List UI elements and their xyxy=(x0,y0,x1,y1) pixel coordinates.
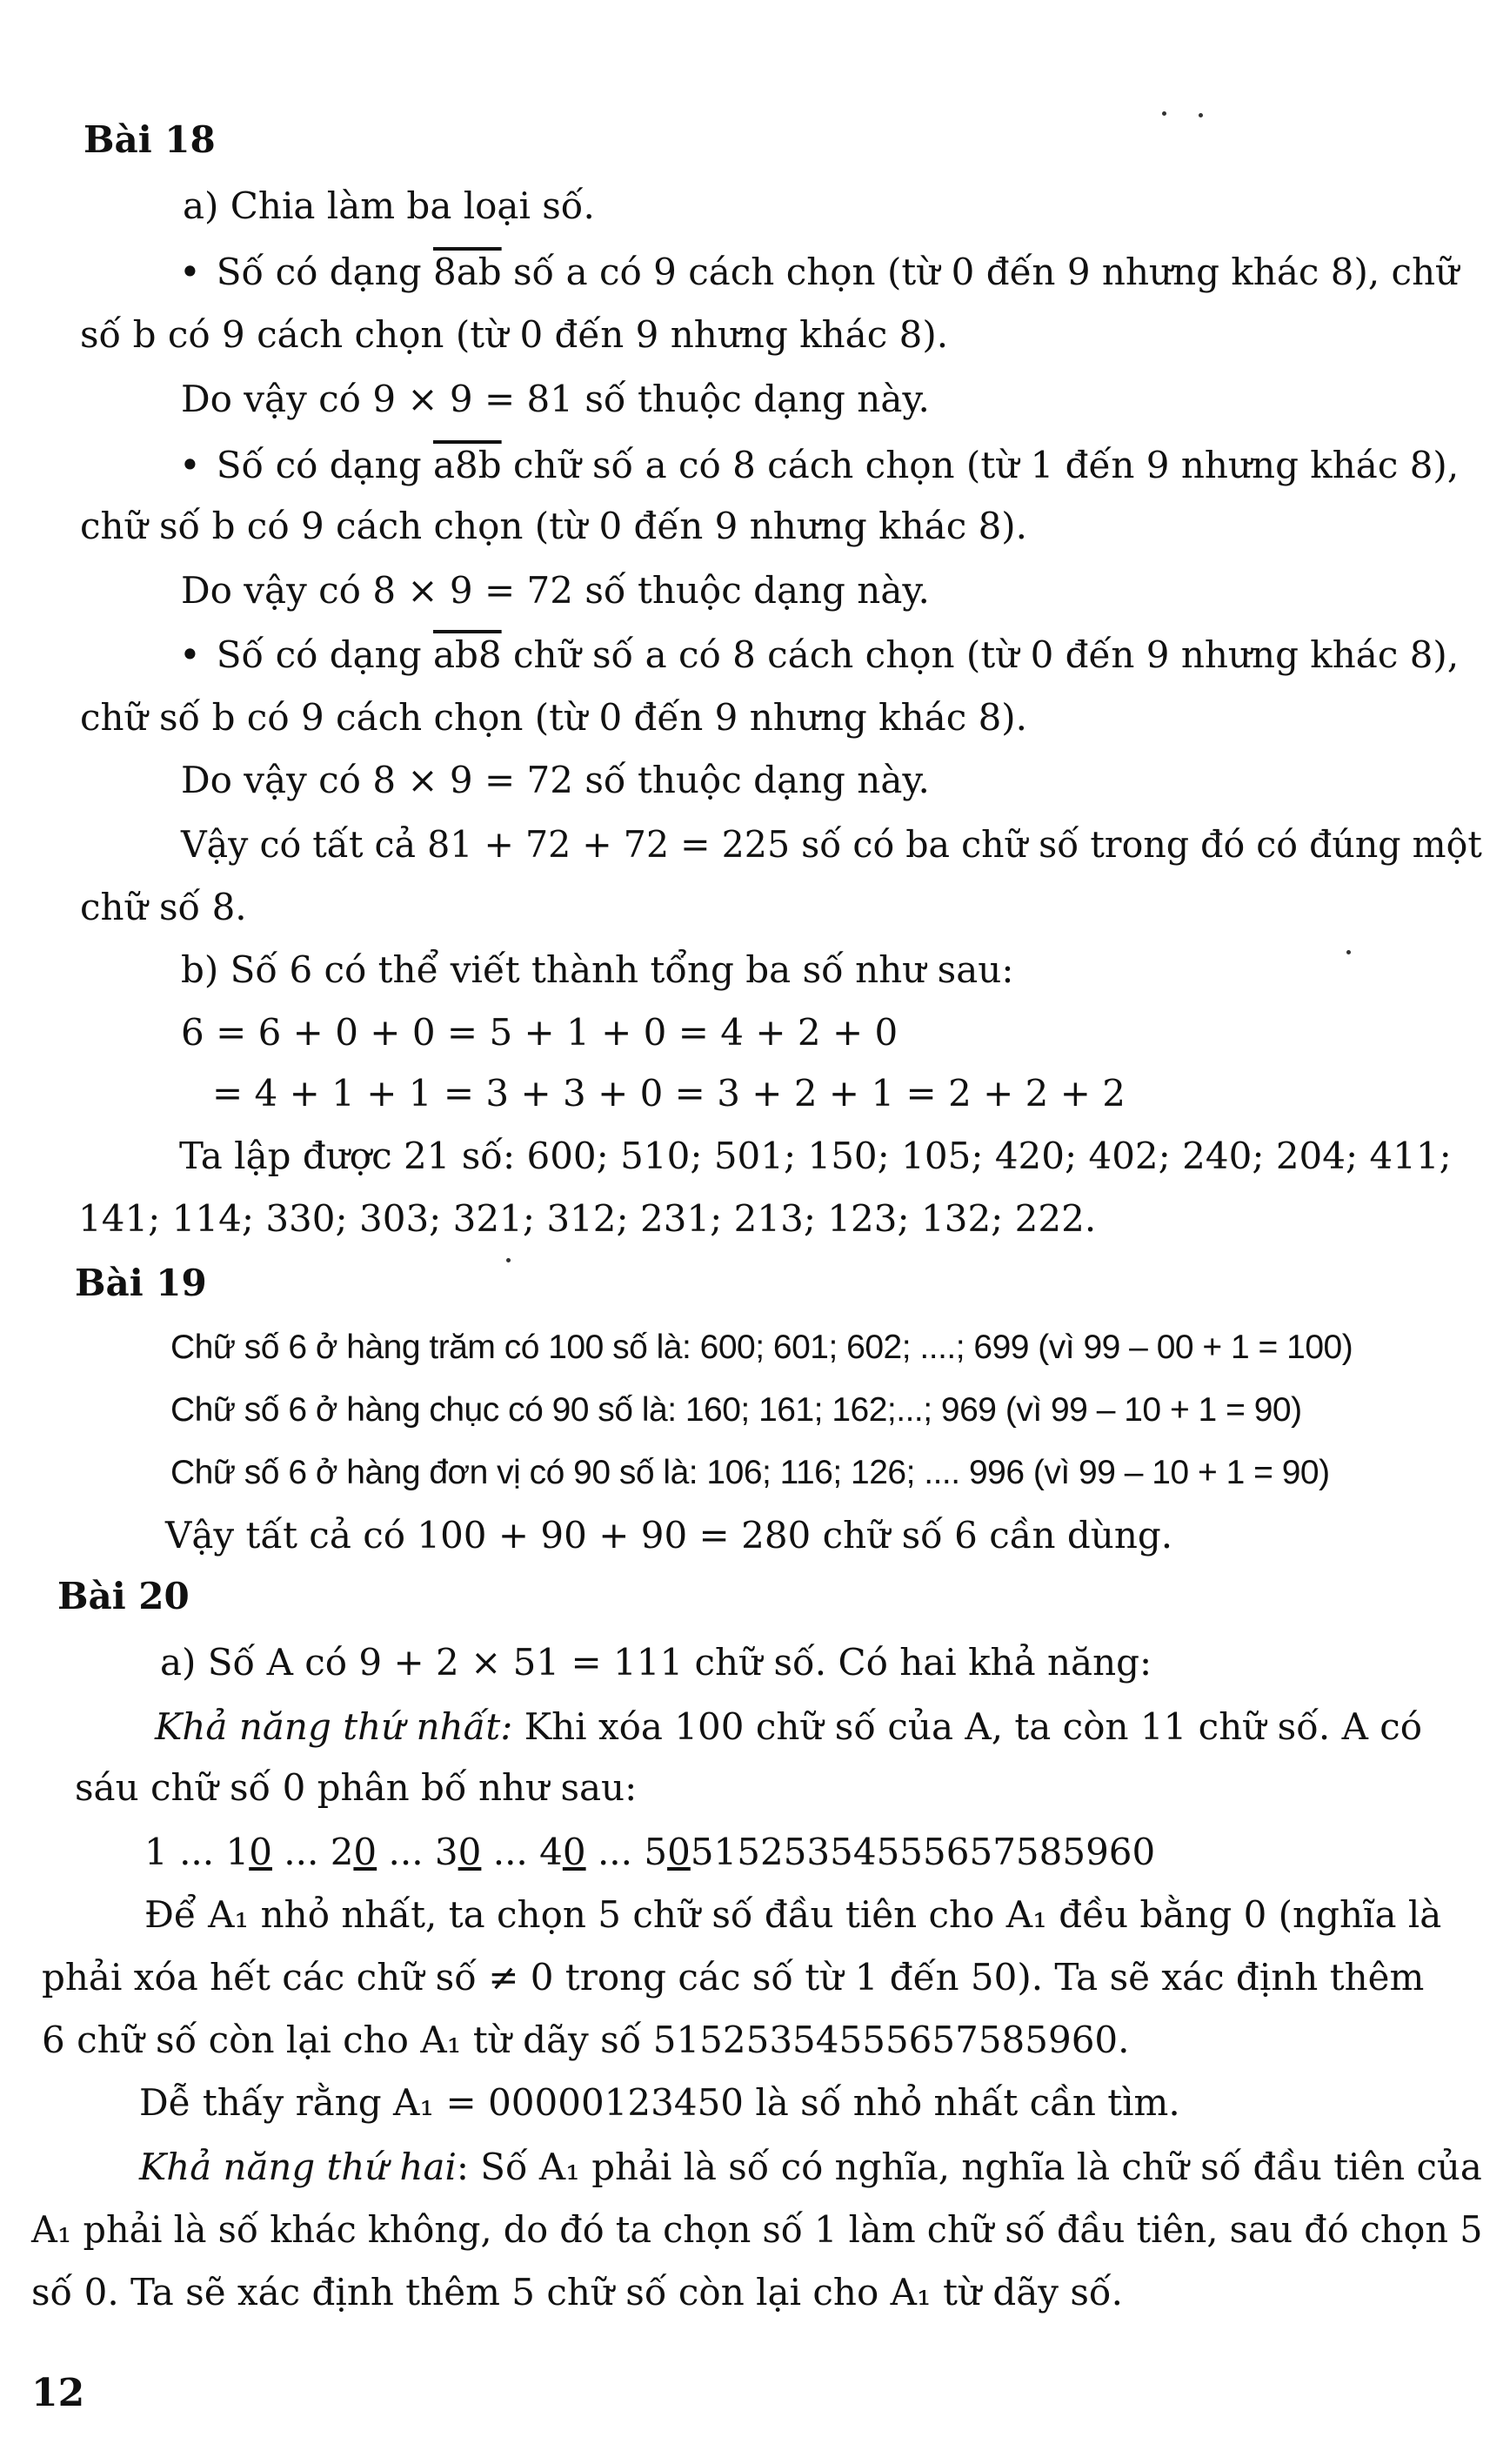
form2-number: a8b xyxy=(432,444,502,486)
seq-part-1: 1 ... 1 xyxy=(144,1831,250,1873)
form2-description: chữ số a có 8 cách chọn (từ 1 đến 9 nhưng khác 8), xyxy=(501,444,1460,486)
form1-prefix: Số có dạng xyxy=(216,251,433,293)
bai19-line1: Chữ số 6 ở hàng trăm có 100 số là: 600; 601; 602; ....; 699 (vì 99 – 00 + 1 = 100) xyxy=(170,1329,1353,1366)
bai20-paragraph1-line1: Để A₁ nhỏ nhất, ta chọn 5 chữ số đầu tiên cho A₁ đều bằng 0 (nghĩa là xyxy=(144,1893,1442,1936)
seq-zero-1: 0 xyxy=(249,1831,272,1873)
seq-zero-5: 0 xyxy=(667,1831,691,1873)
bai18-b-equation1: 6 = 6 + 0 + 0 = 5 + 1 + 0 = 4 + 2 + 0 xyxy=(181,1011,898,1054)
bai20-option2-line1 xyxy=(139,2137,1482,2198)
seq-zero-3: 0 xyxy=(458,1831,482,1873)
bai18-heading: Bài 18 xyxy=(84,118,216,161)
seq-zero-4: 0 xyxy=(562,1831,586,1873)
form3-description: chữ số a có 8 cách chọn (từ 0 đến 9 nhưng khác 8), xyxy=(501,633,1460,676)
bai20-option2-line3: số 0. Ta sẽ xác định thêm 5 chữ số còn lại cho A₁ từ dãy số. xyxy=(31,2271,1123,2313)
bai18-b-list-line2: 141; 114; 330; 303; 321; 312; 231; 213; 123; 132; 222. xyxy=(78,1197,1097,1240)
bai18-form3-line2: chữ số b có 9 cách chọn (từ 0 đến 9 nhưng khác 8). xyxy=(80,696,1028,739)
bai19-line4: Vậy tất cả có 100 + 90 + 90 = 280 chữ số 6 cần dùng. xyxy=(165,1514,1173,1557)
bai19-heading: Bài 19 xyxy=(75,1262,207,1304)
scan-speck xyxy=(1346,950,1351,954)
bai20-option1-line2: sáu chữ số 0 phân bố như sau: xyxy=(75,1766,638,1809)
bai18-a-intro: a) Chia làm ba loại số. xyxy=(183,184,595,227)
form3-prefix: Số có dạng xyxy=(216,633,433,676)
seq-part-3: ... 3 xyxy=(377,1831,458,1873)
bai19-line2: Chữ số 6 ở hàng chục có 90 số là: 160; 161; 162;...; 969 (vì 99 – 10 + 1 = 90) xyxy=(170,1391,1302,1429)
bai20-a-intro: a) Số A có 9 + 2 × 51 = 111 chữ số. Có hai khả năng: xyxy=(160,1641,1152,1684)
option2-label: Khả năng thứ hai xyxy=(139,2146,457,2188)
bai20-option2-line2: A₁ phải là số khác không, do đó ta chọn số 1 làm chữ số đầu tiên, sau đó chọn 5 xyxy=(31,2208,1483,2251)
option1-label: Khả năng thứ nhất: xyxy=(155,1705,513,1748)
seq-part-5: ... 5 xyxy=(585,1831,668,1873)
bai20-digit-sequence xyxy=(144,1822,1155,1883)
bai18-total-line2: chữ số 8. xyxy=(80,886,247,928)
bai18-total-line1: Vậy có tất cả 81 + 72 + 72 = 225 số có ba chữ số trong đó có đúng một xyxy=(181,823,1482,866)
scan-speck xyxy=(1199,113,1203,117)
seq-part-4: ... 4 xyxy=(481,1831,563,1873)
bai18-b-list-line1: Ta lập được 21 số: 600; 510; 501; 150; 105; 420; 402; 240; 204; 411; xyxy=(179,1135,1452,1177)
bai18-form3-result: Do vậy có 8 × 9 = 72 số thuộc dạng này. xyxy=(181,759,930,801)
bai18-b-equation2: = 4 + 1 + 1 = 3 + 3 + 0 = 3 + 2 + 1 = 2 + 2 + 2 xyxy=(212,1072,1126,1115)
scan-speck xyxy=(1162,111,1166,116)
bai19-line3: Chữ số 6 ở hàng đơn vị có 90 số là: 106; 116; 126; .... 996 (vì 99 – 10 + 1 = 90) xyxy=(170,1454,1330,1491)
bai18-form2-result: Do vậy có 8 × 9 = 72 số thuộc dạng này. xyxy=(181,569,930,612)
bai18-form3-line xyxy=(179,625,1459,686)
form3-number: ab8 xyxy=(432,633,502,676)
bai20-option1-line1 xyxy=(155,1697,1422,1758)
option1-text: Khi xóa 100 chữ số của A, ta còn 11 chữ số. A có xyxy=(512,1705,1423,1748)
bai18-b-intro: b) Số 6 có thể viết thành tổng ba số như sau: xyxy=(181,948,1014,991)
seq-part-2: ... 2 xyxy=(271,1831,354,1873)
option2-text: : Số A₁ phải là số có nghĩa, nghĩa là chữ số đầu tiên của xyxy=(456,2146,1482,2188)
seq-part-6: 51525354555657585960 xyxy=(690,1831,1156,1873)
bai18-form1-result: Do vậy có 9 × 9 = 81 số thuộc dạng này. xyxy=(181,378,930,420)
page-number: 12 xyxy=(31,2371,85,2415)
bai18-form1-line2: số b có 9 cách chọn (từ 0 đến 9 nhưng khác 8). xyxy=(80,313,949,356)
bai20-paragraph2: Dễ thấy rằng A₁ = 00000123450 là số nhỏ nhất cần tìm. xyxy=(139,2081,1180,2124)
form2-prefix: Số có dạng xyxy=(216,444,433,486)
scan-speck xyxy=(506,1258,511,1262)
bai20-heading: Bài 20 xyxy=(57,1575,190,1617)
bai20-paragraph1-line2: phải xóa hết các chữ số ≠ 0 trong các số từ 1 đến 50). Ta sẽ xác định thêm xyxy=(42,1956,1425,1999)
bai18-form2-line2: chữ số b có 9 cách chọn (từ 0 đến 9 nhưng khác 8). xyxy=(80,505,1028,547)
bai18-form1-line xyxy=(179,242,1459,303)
bai18-form2-line xyxy=(179,435,1459,496)
form1-description: số a có 9 cách chọn (từ 0 đến 9 nhưng khác 8), chữ xyxy=(501,251,1460,293)
bai20-paragraph1-line3: 6 chữ số còn lại cho A₁ từ dãy số 51525354555657585960. xyxy=(42,2019,1130,2061)
seq-zero-2: 0 xyxy=(353,1831,377,1873)
form1-number: 8ab xyxy=(432,251,502,293)
